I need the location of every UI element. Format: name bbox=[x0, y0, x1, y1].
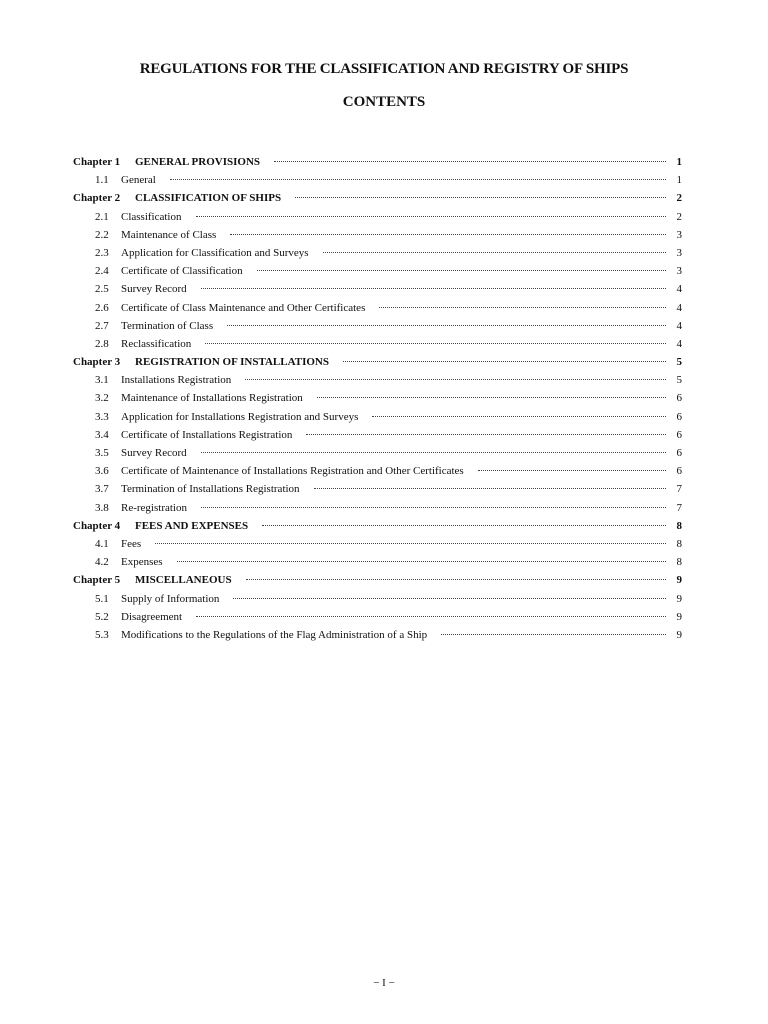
document-title: REGULATIONS FOR THE CLASSIFICATION AND REGISTRY OF SHIPS bbox=[139, 61, 629, 77]
dot-leader bbox=[196, 216, 667, 217]
toc-entry-title: Survey Record bbox=[121, 447, 187, 459]
toc-section-entry[interactable] bbox=[73, 499, 682, 517]
toc-entry-page-number: 5 bbox=[676, 374, 682, 387]
dot-leader bbox=[245, 379, 666, 380]
dot-leader bbox=[246, 579, 666, 580]
toc-entry-number: Chapter 2 bbox=[73, 192, 121, 205]
toc-entry-page-number: 5 bbox=[676, 356, 682, 369]
toc-entry-page-number: 4 bbox=[676, 319, 682, 332]
toc-entry-title: MISCELLANEOUS bbox=[135, 574, 232, 587]
toc-entry-title: Certificate of Installations Registration bbox=[121, 428, 293, 441]
toc-section-entry[interactable] bbox=[73, 408, 682, 426]
toc-entry-number: 2.7 bbox=[95, 319, 109, 332]
toc-chapter-entry[interactable] bbox=[73, 189, 682, 207]
dot-leader bbox=[262, 525, 666, 526]
toc-entry-number: 2.3 bbox=[95, 246, 109, 259]
dot-leader bbox=[478, 470, 666, 471]
toc-entry-page-number: 6 bbox=[676, 428, 682, 441]
toc-entry-title: Maintenance of Class bbox=[121, 228, 217, 241]
toc-section-entry[interactable] bbox=[73, 317, 682, 335]
toc-section-entry[interactable] bbox=[73, 462, 682, 480]
toc-entry-page-number: 8 bbox=[676, 519, 682, 532]
toc-chapter-entry[interactable] bbox=[73, 153, 682, 171]
toc-entry-number: Chapter 4 bbox=[73, 519, 121, 532]
toc-entry-number: 5.2 bbox=[95, 610, 109, 623]
toc-entry-title: Certificate of Class Maintenance and Other Certificates bbox=[121, 301, 366, 314]
toc-entry-number: Chapter 1 bbox=[73, 156, 121, 168]
dot-leader bbox=[295, 197, 666, 198]
toc-entry-title: FEES AND EXPENSES bbox=[135, 519, 249, 532]
toc-entry-title: Termination of Class bbox=[121, 319, 214, 332]
toc-entry-number: 3.7 bbox=[95, 483, 109, 496]
toc-section-entry[interactable] bbox=[73, 608, 682, 626]
toc-entry-page-number: 3 bbox=[676, 228, 682, 241]
toc-section-entry[interactable] bbox=[73, 426, 682, 444]
toc-section-entry[interactable] bbox=[73, 389, 682, 407]
toc-entry-number: 5.1 bbox=[95, 592, 109, 605]
toc-entry-number: 3.3 bbox=[95, 410, 109, 423]
toc-entry-title: CLASSIFICATION OF SHIPS bbox=[135, 192, 282, 205]
toc-entry-title: Fees bbox=[121, 537, 142, 550]
toc-entry-title: Certificate of Maintenance of Installations Registration and Other Certificates bbox=[121, 465, 464, 478]
toc-entry-page-number: 3 bbox=[676, 265, 682, 278]
toc-entry-page-number: 6 bbox=[676, 465, 682, 478]
toc-entry-page-number: 8 bbox=[676, 537, 682, 550]
contents-heading: CONTENTS bbox=[342, 94, 426, 110]
dot-leader bbox=[323, 252, 666, 253]
dot-leader bbox=[343, 361, 666, 362]
dot-leader bbox=[201, 288, 666, 289]
toc-section-entry[interactable] bbox=[73, 371, 682, 389]
toc-entry-page-number: 1 bbox=[676, 174, 682, 187]
toc-entry-page-number: 4 bbox=[676, 283, 682, 296]
toc-entry-title: Re-registration bbox=[121, 501, 187, 514]
toc-chapter-entry[interactable] bbox=[73, 571, 682, 589]
dot-leader bbox=[306, 434, 666, 435]
toc-entry-page-number: 3 bbox=[676, 246, 682, 259]
toc-chapter-entry[interactable] bbox=[73, 517, 682, 535]
toc-entry-number: 2.4 bbox=[95, 265, 109, 278]
toc-section-entry[interactable] bbox=[73, 262, 682, 280]
toc-entry-page-number: 7 bbox=[676, 483, 682, 496]
toc-section-entry[interactable] bbox=[73, 208, 682, 226]
dot-leader bbox=[441, 634, 666, 635]
table-of-contents bbox=[73, 153, 682, 644]
toc-section-entry[interactable] bbox=[73, 171, 682, 189]
toc-entry-page-number: 9 bbox=[676, 592, 682, 605]
toc-entry-number: 2.1 bbox=[95, 210, 109, 223]
dot-leader bbox=[205, 343, 666, 344]
toc-entry-page-number: 2 bbox=[676, 192, 682, 205]
toc-entry-page-number: 6 bbox=[676, 410, 682, 423]
dot-leader bbox=[372, 416, 666, 417]
dot-leader bbox=[201, 452, 666, 453]
toc-entry-title: REGISTRATION OF INSTALLATIONS bbox=[135, 356, 329, 369]
toc-chapter-entry[interactable] bbox=[73, 353, 682, 371]
toc-entry-title: Installations Registration bbox=[121, 374, 232, 387]
toc-entry-page-number: 9 bbox=[676, 628, 682, 641]
toc-entry-title: Reclassification bbox=[121, 337, 192, 350]
toc-entry-page-number: 8 bbox=[676, 556, 682, 569]
toc-entry-title: General bbox=[121, 174, 156, 187]
dot-leader bbox=[170, 179, 666, 180]
toc-entry-number: 2.2 bbox=[95, 228, 109, 241]
toc-entry-number: Chapter 3 bbox=[73, 356, 121, 369]
toc-entry-number: 5.3 bbox=[95, 628, 109, 641]
toc-section-entry[interactable] bbox=[73, 553, 682, 571]
toc-entry-title: Application for Installations Registration and Surveys bbox=[121, 410, 359, 423]
toc-entry-page-number: 9 bbox=[676, 574, 682, 587]
toc-entry-number: 3.8 bbox=[95, 501, 109, 514]
toc-section-entry[interactable] bbox=[73, 480, 682, 498]
toc-entry-title: Survey Record bbox=[121, 283, 187, 296]
dot-leader bbox=[314, 488, 666, 489]
toc-entry-title: Modifications to the Regulations of the Flag Administration of a Ship bbox=[121, 628, 428, 641]
dot-leader bbox=[155, 543, 666, 544]
toc-entry-page-number: 9 bbox=[676, 610, 682, 623]
toc-section-entry[interactable] bbox=[73, 299, 682, 317]
toc-entry-number: 2.8 bbox=[95, 337, 109, 350]
toc-entry-number: 4.1 bbox=[95, 537, 109, 550]
toc-entry-number: 1.1 bbox=[95, 174, 109, 187]
toc-entry-title: Disagreement bbox=[121, 610, 183, 623]
toc-entry-number: 3.5 bbox=[95, 447, 109, 459]
toc-entry-number: 3.1 bbox=[95, 374, 109, 387]
toc-entry-number: 4.2 bbox=[95, 556, 109, 569]
dot-leader bbox=[317, 397, 666, 398]
dot-leader bbox=[227, 325, 666, 326]
toc-entry-title: Expenses bbox=[121, 556, 163, 569]
toc-entry-page-number: 7 bbox=[676, 501, 682, 514]
toc-entry-title: Application for Classification and Surveys bbox=[121, 246, 309, 259]
dot-leader bbox=[274, 161, 666, 162]
dot-leader bbox=[177, 561, 666, 562]
toc-entry-title: Maintenance of Installations Registration bbox=[121, 392, 303, 405]
toc-entry-number: 3.6 bbox=[95, 465, 109, 478]
dot-leader bbox=[379, 307, 666, 308]
dot-leader bbox=[257, 270, 666, 271]
toc-entry-title: GENERAL PROVISIONS bbox=[135, 156, 261, 168]
toc-entry-page-number: 1 bbox=[676, 156, 682, 168]
toc-section-entry[interactable] bbox=[73, 535, 682, 553]
toc-entry-number: 2.6 bbox=[95, 301, 109, 314]
toc-section-entry[interactable] bbox=[73, 244, 682, 262]
toc-entry-page-number: 4 bbox=[676, 301, 682, 314]
toc-entry-title: Supply of Information bbox=[121, 592, 220, 605]
toc-entry-title: Classification bbox=[121, 210, 182, 223]
dot-leader bbox=[233, 598, 666, 599]
toc-section-entry[interactable] bbox=[73, 335, 682, 353]
toc-entry-title: Termination of Installations Registration bbox=[121, 483, 300, 496]
toc-entry-page-number: 6 bbox=[676, 447, 682, 459]
toc-entry-number: 3.4 bbox=[95, 428, 109, 441]
dot-leader bbox=[201, 507, 666, 508]
toc-entry-number: 2.5 bbox=[95, 283, 109, 296]
toc-section-entry[interactable] bbox=[73, 590, 682, 608]
dot-leader bbox=[196, 616, 666, 617]
dot-leader bbox=[230, 234, 666, 235]
toc-entry-page-number: 4 bbox=[676, 337, 682, 350]
toc-section-entry[interactable] bbox=[73, 226, 682, 244]
toc-entry-page-number: 2 bbox=[676, 210, 682, 223]
page-number-footer: − I − bbox=[373, 977, 395, 989]
toc-entry-number: 3.2 bbox=[95, 392, 109, 405]
toc-section-entry[interactable] bbox=[73, 280, 682, 298]
toc-entry-page-number: 6 bbox=[676, 392, 682, 405]
toc-entry-title: Certificate of Classification bbox=[121, 265, 243, 278]
toc-section-entry[interactable] bbox=[73, 626, 682, 644]
toc-entry-number: Chapter 5 bbox=[73, 574, 121, 587]
toc-section-entry[interactable] bbox=[73, 444, 682, 462]
